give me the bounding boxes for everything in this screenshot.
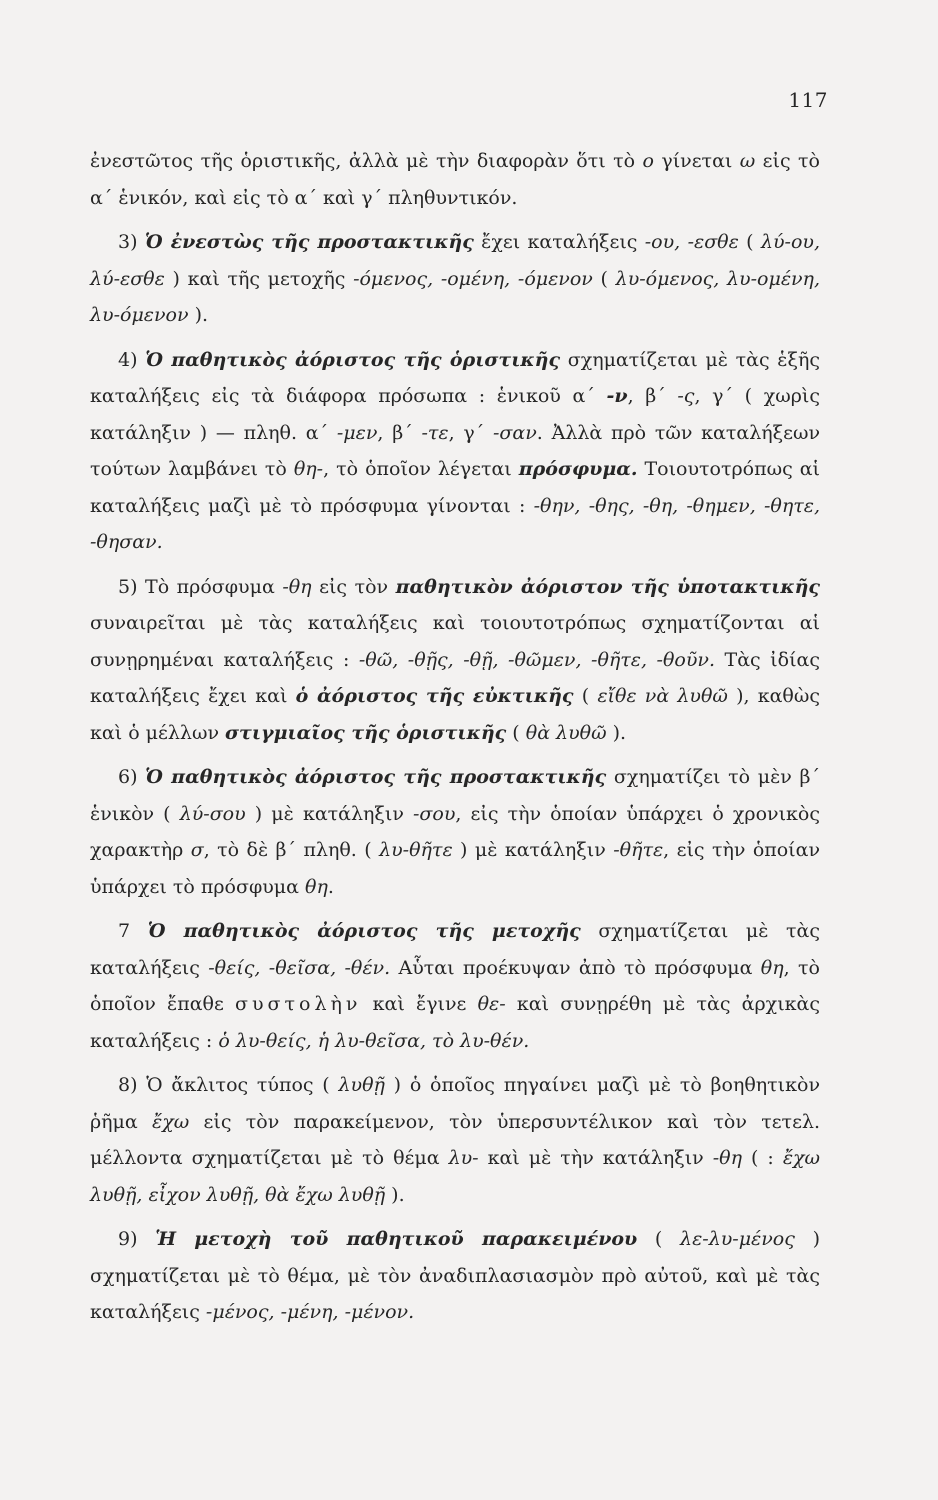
text-span: Αὗται προέκυψαν ἀπὸ τὸ πρόσφυμα [390,956,761,979]
paragraph [90,913,820,1059]
text-span: ) μὲ κατάληξιν [452,839,614,861]
text-span: ἔχει καταλήξεις [473,231,645,253]
text-span: 7 [118,920,148,942]
text-span: . Ἀλλὰ πρὸ τῶν καταλήξεων τούτων λαμβάνει τὸ [90,421,820,480]
italic-form: ω [739,150,756,172]
text-span: εἰς τὸ α΄ ἑνικόν, καὶ εἰς τὸ α΄ καὶ γ΄ πληθυντικόν. [90,150,820,209]
text-span: καὶ μὲ τὴν κατάληξιν [478,1147,713,1169]
italic-form: ἔχω λυθῇ, εἶχον λυθῇ, θὰ ἔχω λυθῇ [90,1147,821,1206]
text-span: , τὸ δὲ β΄ πληθ. ( [203,839,380,861]
italic-form: -θην, -θης, -θη, -θημεν, -θητε, -θησαν. [90,494,820,553]
text-span: γίνεται [653,150,740,172]
paragraph [90,224,820,334]
italic-form: εἴθε νὰ λυθῶ [597,685,728,707]
italic-form: -μεν [336,421,378,444]
italic-form: λε-λυ-μένος [680,1228,795,1250]
emphasis-term: στιγμιαῖος τῆς ὁριστικῆς [225,721,507,744]
text-span: ). [606,721,627,744]
emphasis-term: Ὁ παθητικὸς ἀόριστος τῆς ὁριστικῆς [145,348,561,371]
italic-form: -όμενος, -ομένη, -όμενον [353,267,593,290]
text-span: Τοιουτοτρόπως αἱ καταλήξεις μαζὶ μὲ τὸ πρόσφυμα γίνονται : [90,458,821,517]
emphasis-term: Ὁ ἐνεστὼς τῆς προστακτικῆς [144,231,474,253]
emphasis-term: πρόσφυμα. [518,458,638,480]
page-number: 117 [788,88,828,112]
text-span: ) σχηματίζεται μὲ τὸ θέμα, μὲ τὸν ἀναδιπλασιασμὸν πρὸ αὐτοῦ, καὶ μὲ τὰς καταλήξεις [90,1228,820,1323]
paragraph [90,1067,820,1213]
text-span: Τὰς ἰδίας καταλήξεις ἔχει καὶ [90,648,820,707]
italic-form: λυθῇ [338,1074,385,1096]
italic-form: -θη [282,575,312,598]
page-body [90,143,820,1331]
italic-form: ἔχω [152,1110,190,1133]
italic-form: -σου [413,802,456,825]
italic-form: λυ- [448,1147,479,1169]
italic-form: θη [305,875,328,898]
text-span: , τὸ ὁποῖον λέγεται [323,458,519,480]
italic-form: λύ-σου [179,802,246,825]
text-span: εἰς τὸν παρακείμενον, τὸν ὑπερσυντέλικον καὶ τὸν τετελ. μέλλοντα σχηματίζεται μὲ τὸ θέμα [90,1110,820,1169]
italic-form: θὰ λυθῶ [525,721,607,744]
text-span: ) καὶ τῆς μετοχῆς [164,267,354,290]
italic-form: -μένος, -μένη, -μένον. [205,1301,415,1323]
text-span: καὶ συνῃρέθη μὲ τὰς ἀρχικὰς καταλήξεις : [90,993,820,1052]
text-span: 3) [118,231,145,253]
italic-form: -θῶ, -θῇς, -θῇ, -θῶμεν, -θῆτε, -θοῦν. [358,648,715,671]
text-span: ). [385,1183,405,1206]
italic-form: -ς [677,385,695,407]
text-span: ) μὲ κατάληξιν [245,802,413,825]
text-span: ( [592,267,616,290]
text-span: ), καθὼς καὶ ὁ μέλλων [90,685,821,744]
paragraph [90,143,820,216]
text-span: ) ὁ ὁποῖος πηγαίνει μαζὶ μὲ τὸ βοηθητικὸν ῥῆμα [90,1074,820,1133]
text-span: , β΄ [377,421,422,444]
italic-form: -ου, -εσθε [644,231,739,253]
emphasis-term: παθητικὸν ἀόριστον τῆς ὑποτακτικῆς [395,575,820,598]
text-span: 5) Τὸ πρόσφυμα [118,575,283,598]
italic-form: -θη [712,1147,742,1169]
text-span: , γ΄ ( χωρὶς κατάληξιν ) — πληθ. α΄ [90,385,820,444]
text-span: 8) Ὁ ἄκλιτος τύπος ( [118,1074,339,1096]
text-span: ( [506,721,526,744]
text-span: καὶ ἔγινε [361,993,478,1015]
spaced-term: συστολὴν [235,993,362,1015]
text-span: σχηματίζεται μὲ τὰς καταλήξεις [90,920,820,979]
text-span: σχηματίζει τὸ μὲν β΄ ἑνικὸν ( [90,766,820,825]
italic-form: θε- [477,993,506,1015]
text-span: , γ΄ [448,421,494,444]
text-span: 6) [118,766,146,788]
italic-form: ο [642,150,654,172]
italic-form: σ [190,839,204,861]
emphasis-term: Ὁ παθητικὸς ἀόριστος τῆς προστακτικῆς [145,766,607,788]
paragraph [90,569,820,752]
text-span: ( : [741,1147,783,1169]
italic-form: ὁ λυ-θείς, ἡ λυ-θεῖσα, τὸ λυ-θέν. [218,1029,530,1052]
italic-form: λυ-όμενος, λυ-ομένη, λυ-όμενον [90,267,820,326]
text-span: ( [637,1228,681,1250]
text-span: , τὸ ὁποῖον ἔπαθε [90,956,820,1015]
paragraph [90,759,820,905]
italic-form: θη [760,956,784,979]
italic-form: θη- [293,458,324,480]
text-span: . [327,875,334,898]
text-span: ( [738,231,761,253]
italic-form: -σαν [493,421,537,444]
text-span: , εἰς τὴν ὁποίαν ὑπάρχει ὁ χρονικὸς χαρακτὴρ [90,802,820,861]
text-span: σχηματίζεται μὲ τὰς ἑξῆς καταλήξεις εἰς τὰ διάφορα πρόσωπα : ἑνικοῦ α΄ [90,348,820,407]
emphasis-term: ὁ ἀόριστος τῆς εὐκτικῆς [295,685,574,707]
text-span: 9) [118,1228,156,1250]
italic-form: λύ-ου, λύ-εσθε [90,231,820,290]
italic-form: -θῆτε [613,839,664,861]
italic-form: λυ-θῆτε [379,839,453,861]
emphasis-term: Ἡ μετοχὴ τοῦ παθητικοῦ παρακειμένου [155,1228,638,1250]
text-span: ). [188,304,209,326]
paragraph [90,342,820,561]
emphasis-term: Ὁ παθητικὸς ἀόριστος τῆς μετοχῆς [147,920,581,942]
text-span: , β΄ [627,385,678,407]
emphasis-term: -ν [606,385,628,407]
text-span: ἐνεστῶτος τῆς ὁριστικῆς, ἀλλὰ μὲ τὴν διαφορὰν ὅτι τὸ [90,150,643,172]
italic-form: -τε [421,421,449,444]
paragraph [90,1221,820,1331]
text-span: , εἰς τὴν ὁποίαν ὑπάρχει τὸ πρόσφυμα [90,839,821,898]
text-span: 4) [118,348,146,371]
text-span: συναιρεῖται μὲ τὰς καταλήξεις καὶ τοιουτοτρόπως σχηματίζονται αἱ συνῃρημέναι καταλήξεις : [90,612,820,671]
italic-form: -θείς, -θεῖσα, -θέν. [208,956,391,979]
text-span: εἰς τὸν [311,575,396,598]
text-span: ( [573,685,598,707]
